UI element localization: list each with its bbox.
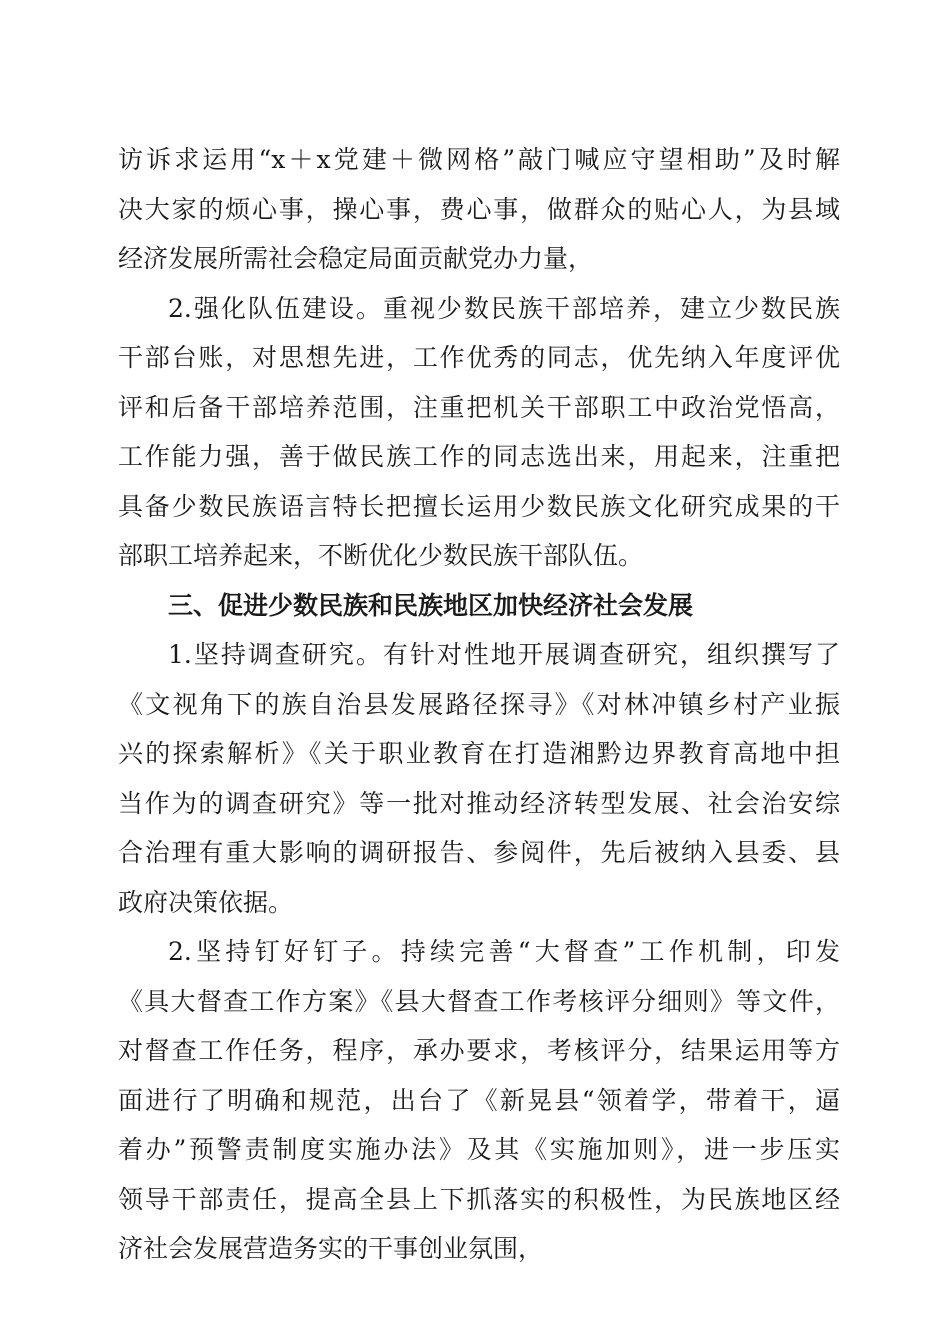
- body-text-line: 评和后备干部培养范围，注重把机关干部职工中政治党悟高，: [118, 393, 840, 422]
- body-text-line: 兴的探索解析》《关于职业教育在打造湘黔边界教育高地中担: [118, 739, 840, 768]
- body-text-line: 政府决策依据。: [118, 888, 294, 917]
- body-text-line: 领导干部责任，提高全县上下抓落实的积极性，为民族地区经: [118, 1185, 840, 1214]
- body-text-line: 干部台账，对思想先进，工作优秀的同志，优先纳入年度评优: [118, 343, 840, 372]
- body-text-line: 决大家的烦心事，操心事，费心事，做群众的贴心人，为县域: [118, 195, 840, 224]
- body-text-line: 《具大督查工作方案》《县大督查工作考核评分细则》等文件，: [118, 987, 840, 1016]
- body-text-line: 访诉求运用“x＋x党建＋微网格”敲门喊应守望相助”及时解: [118, 145, 840, 174]
- body-text-line: 2.坚持钉好钉子。持续完善“大督查”工作机制，印发: [168, 937, 840, 966]
- body-text-line: 对督查工作任务，程序，承办要求，考核评分，结果运用等方: [118, 1036, 840, 1065]
- body-text-line: 合治理有重大影响的调研报告、参阅件，先后被纳入县委、县: [118, 838, 840, 867]
- body-text-line: 工作能力强，善于做民族工作的同志选出来，用起来，注重把: [118, 442, 840, 471]
- section-heading: 三、促进少数民族和民族地区加快经济社会发展: [168, 591, 694, 620]
- body-text-line: 济社会发展营造务实的干事创业氛围，: [118, 1234, 544, 1263]
- body-text-line: 面进行了明确和规范，出台了《新晃县“领着学，带着干，逼: [118, 1086, 840, 1115]
- body-text-line: 具备少数民族语言特长把擅长运用少数民族文化研究成果的干: [118, 492, 840, 521]
- body-text-line: 1.坚持调查研究。有针对性地开展调查研究，组织撰写了: [168, 640, 840, 669]
- body-text-line: 着办”预警责制度实施办法》及其《实施加则》，进一步压实: [118, 1135, 840, 1164]
- body-text-line: 部职工培养起来，不断优化少数民族干部队伍。: [118, 541, 644, 570]
- body-text-line: 经济发展所需社会稳定局面贡献党办力量，: [118, 244, 594, 273]
- body-text-line: 《文视角下的族自治县发展路径探寻》《对林冲镇乡村产业振: [118, 690, 840, 719]
- body-text-line: 2.强化队伍建设。重视少数民族干部培养，建立少数民族: [168, 294, 840, 323]
- body-text-line: 当作为的调查研究》等一批对推动经济转型发展、社会治安综: [118, 789, 840, 818]
